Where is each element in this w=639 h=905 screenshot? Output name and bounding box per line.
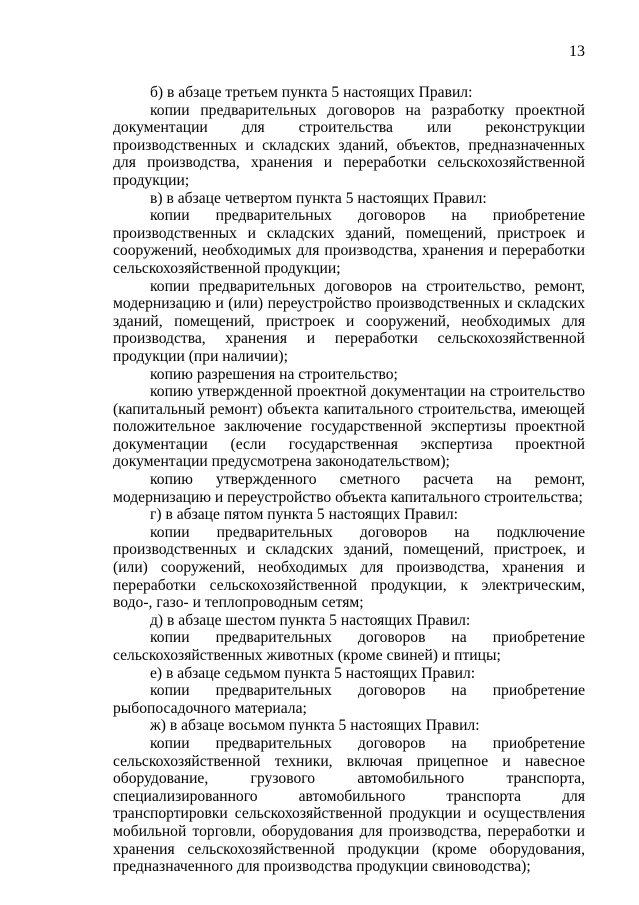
paragraph-e-heading: е) в абзаце седьмом пункта 5 настоящих Правил: [150,664,476,682]
paragraph-g-heading: г) в абзаце пятом пункта 5 настоящих Правил: [150,506,458,524]
paragraph-v-item-3: копию разрешения на строительство; [150,365,398,383]
paragraph-v-item-4: копию утвержденной проектной документации на строительство (капитальный ремонт) объекта капитального строительства, имеющей положительное заключение государственной экспертизы проектной документации (если государственная экспертиза проектной документации предусмотрена законодательством); [113,383,585,471]
paragraph-v-item-2: копии предварительных договоров на строительство, ремонт, модернизацию и (или) переустройство производственных и складских зданий, помещений, пристроек и сооружений, необходимых для производства, хранения и переработки сельскохозяйственной продукции (при наличии); [113,277,585,365]
document-body [113,84,585,876]
paragraph-zh-heading: ж) в абзаце восьмом пункта 5 настоящих Правил: [150,717,480,735]
paragraph-d-item-1: копии предварительных договоров на приобретение сельскохозяйственных животных (кроме свиней) и птицы; [113,629,585,664]
paragraph-d-heading: д) в абзаце шестом пункта 5 настоящих Правил: [150,611,471,629]
paragraph-b-heading: б) в абзаце третьем пункта 5 настоящих Правил: [150,84,473,101]
paragraph-v-item-5: копию утвержденного сметного расчета на ремонт, модернизацию и переустройство объекта капитального строительства; [113,471,585,506]
paragraph-g-item-1: копии предварительных договоров на подключение производственных и складских зданий, помещений, пристроек, и (или) сооружений, необходимых для производства, хранения и переработки сельскохозяйственной продукции, к электрическим, водо-, газо- и теплопроводным сетям; [113,523,585,612]
paragraph-v-item-1: копии предварительных договоров на приобретение производственных и складских зданий, помещений, пристроек и сооружений, необходимых для производства, хранения и переработки сельскохозяйственной продукции; [113,207,585,277]
paragraph-v-heading: в) в абзаце четвертом пункта 5 настоящих Правил: [150,189,487,207]
page-number: 13 [569,43,585,60]
paragraph-b-item-1: копии предварительных договоров на разработку проектной документации для строительства или реконструкции производственных и складских зданий, объектов, предназначенных для производства, хранения и переработки сельскохозяйственной продукции; [113,101,585,189]
paragraph-e-item-1: копии предварительных договоров на приобретение рыбопосадочного материала; [113,682,585,717]
paragraph-zh-item-1: копии предварительных договоров на приобретение сельскохозяйственной техники, включая прицепное и навесное оборудование, грузового автомобильного транспорта, специализированного автомобильного транспорта для транспортировки сельскохозяйственной продукции и осуществления мобильной торговли, оборудования для производства, переработки и хранения сельскохозяйственной продукции (кроме оборудования, предназначенного для производства продукции свиноводства); [113,734,585,876]
